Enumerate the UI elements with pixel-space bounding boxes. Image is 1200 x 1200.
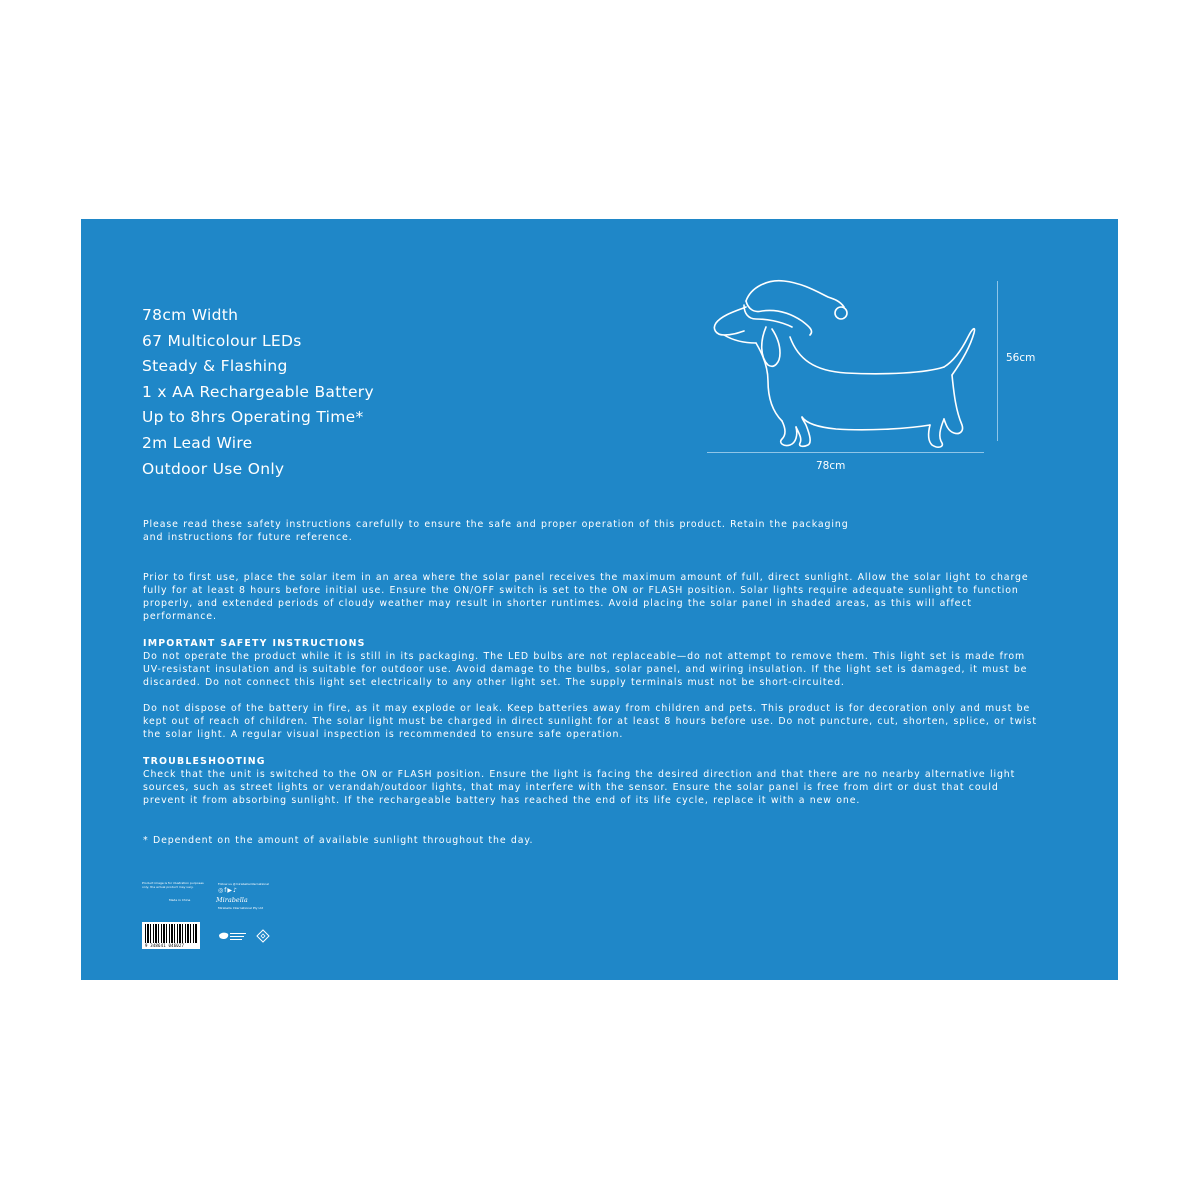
intro-text: Please read these safety instructions carefully to ensure the safe and proper operation of this product. Retain the packaging and instructions for future reference. [143, 519, 849, 543]
instagram-icon[interactable]: ◎ [218, 887, 225, 894]
tiktok-icon[interactable]: ♪ [233, 887, 238, 894]
packaging-panel [81, 219, 1118, 980]
safety-heading: IMPORTANT SAFETY INSTRUCTIONS [143, 638, 366, 649]
rcm-compliance-icon [256, 929, 270, 943]
feature-item: Up to 8hrs Operating Time* [142, 408, 364, 427]
feature-item: 2m Lead Wire [142, 433, 253, 452]
width-dimension-label: 78cm [816, 460, 846, 472]
feature-item: 78cm Width [142, 306, 239, 324]
dachshund-santa-hat-outline-icon [706, 249, 1036, 489]
brand-logo: Mirabella [216, 896, 248, 904]
facebook-icon[interactable]: f [224, 887, 228, 894]
battery-safety-text: Do not dispose of the battery in fire, as it may explode or leak. Keep batteries away from children and pets. This product is for decoration only and must be kept out of reach of children. The solar light must be charged in direct sunlight for at least 8 hours before use. Do not puncture, cut, shorten, splice, or twist the solar light. A regular visual inspection is recommended to ensure safe operation. [143, 703, 1037, 740]
feature-list [142, 303, 374, 482]
height-dimension-line [997, 281, 998, 441]
feature-item: Steady & Flashing [142, 357, 288, 376]
safety-text: Do not operate the product while it is still in its packaging. The LED bulbs are not replaceable—do not attempt to remove them. This light set is made from UV-resistant insulation and is suitable for outdoor use. Avoid damage to the bulbs, solar panel, and wiring insulation. If the light set is damaged, it must be discarded. Do not connect this light set electrically to any other light set. The supply terminals must not be short-circuited. [143, 651, 1028, 688]
feature-item: 67 Multicolour LEDs [142, 331, 302, 350]
social-follow-text: Follow us @mirabellainternational [218, 882, 269, 886]
australian-owned-badge [217, 930, 249, 942]
youtube-icon[interactable]: ▶ [227, 887, 233, 894]
company-name: Mirabella International Pty Ltd [218, 906, 264, 910]
first-use-text: Prior to first use, place the solar item in an area where the solar panel receives the maximum amount of full, direct sunlight. Allow the solar light to charge fully for at least 8 hours before initial use. Ensure the ON/OFF switch is set to the ON or FLASH position. Solar lights require adequate sunlight to function properly, and extended periods of cloudy weather may result in shorter runtimes. Avoid placing the solar panel in shaded areas, as this will affect performance. [143, 572, 1029, 622]
image-disclaimer: Product image is for illustration purposes only, the actual product may vary. [142, 881, 204, 889]
barcode [142, 922, 200, 949]
troubleshooting-text: Check that the unit is switched to the ON or FLASH position. Ensure the light is facing the desired direction and that there are no nearby alternative light sources, such as street lights or verandah/outdoor lights, that may interfere with the sensor. Ensure the solar panel is free from dirt or dust that could prevent it from absorbing sunlight. If the rechargeable battery has reached the end of its life cycle, replace it with a new one. [143, 769, 1016, 806]
width-dimension-line [707, 452, 984, 453]
feature-item: Outdoor Use Only [142, 459, 285, 478]
troubleshooting-heading: TROUBLESHOOTING [143, 756, 266, 767]
made-in-label: Made in China [169, 898, 191, 902]
barcode-number: 9 348641 046027 [145, 943, 185, 948]
barcode-bars [145, 924, 197, 943]
social-icons [218, 887, 238, 894]
feature-item: 1 x AA Rechargeable Battery [142, 382, 374, 401]
footnote: * Dependent on the amount of available sunlight throughout the day. [143, 835, 534, 846]
height-dimension-label: 56cm [1006, 352, 1036, 364]
